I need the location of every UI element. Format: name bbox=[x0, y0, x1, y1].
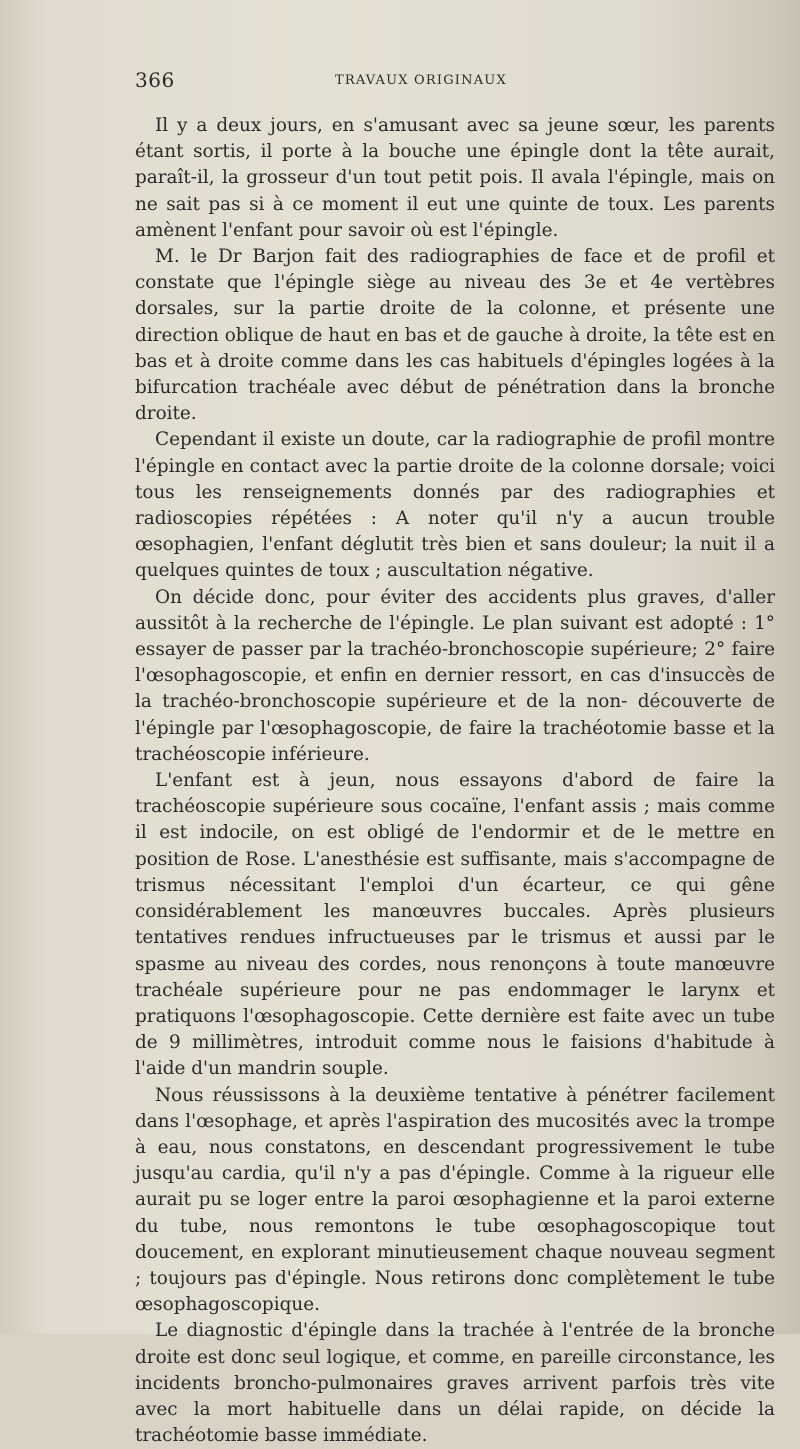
page-number: 366 bbox=[135, 68, 175, 92]
body-text bbox=[135, 113, 775, 1449]
paragraph: L'enfant est à jeun, nous essayons d'abord de faire la trachéoscopie supérieure sous cocaïne, l'enfant assis ; mais comme il est indocile, on est obligé de l'endormir et de le mettre en position de Rose. L'anesthésie est suffisante, mais s'accompagne de trismus nécessitant l'emploi d'un écarteur, ce qui gêne considérablement les manœuvres buccales. Après plusieurs tentatives rendues infructueuses par le trismus et aussi par le spasme au niveau des cordes, nous renonçons à toute manœuvre trachéale supérieure pour ne pas endommager le larynx et pratiquons l'œsophagoscopie. Cette dernière est faite avec un tube de 9 millimètres, introduit comme nous le faisions d'habitude à l'aide d'un mandrin souple. bbox=[135, 770, 775, 1080]
paragraph: Il y a deux jours, en s'amusant avec sa jeune sœur, les parents étant sortis, il porte à la bouche une épingle dont la tête aurait, paraît-il, la grosseur d'un tout petit pois. Il avala l'épingle, mais on ne sait pas si à ce moment il eut une quinte de toux. Les parents amènent l'enfant pour savoir où est l'épingle. bbox=[135, 115, 775, 241]
paragraph: On décide donc, pour éviter des accidents plus graves, d'aller aussitôt à la recherche de l'épingle. Le plan suivant est adopté : 1° essayer de passer par la trachéo-bronchoscopie supérieure; 2° faire l'œsophagoscopie, et enfin en dernier ressort, en cas d'insuccès de la trachéo-bronchoscopie supérieure et de la non- découverte de l'épingle par l'œsophagoscopie, de faire la trachéotomie basse et la trachéoscopie inférieure. bbox=[135, 586, 775, 765]
paragraph: Le diagnostic d'épingle dans la trachée à l'entrée de la bronche droite est donc seul logique, et comme, en pareille circonstance, les incidents broncho-pulmonaires graves arrivent parfois très vite avec la mort habituelle dans un délai rapide, on décide la trachéotomie basse immédiate. bbox=[135, 1320, 775, 1447]
page-header bbox=[135, 68, 775, 92]
paragraph: Cependant il existe un doute, car la radiographie de profil montre l'épingle en contact avec la partie droite de la colonne dorsale; voici tous les renseignements donnés par des radiographies et radioscopies répétées : A noter qu'il n'y a aucun trouble œsophagien, l'enfant déglutit très bien et sans douleur; la nuit il a quelques quintes de toux ; auscultation négative. bbox=[135, 429, 775, 582]
running-head: TRAVAUX ORIGINAUX bbox=[335, 73, 507, 88]
paragraph: Nous réussissons à la deuxième tentative à pénétrer facilement dans l'œsophage, et après l'aspiration des mucosités avec la trompe à eau, nous constatons, en descendant progressivement le tube jusqu'au cardia, qu'il n'y a pas d'épingle. Comme à la rigueur elle aurait pu se loger entre la paroi œsophagienne et la paroi externe du tube, nous remontons le tube œsophagoscopique tout doucement, en explorant minutieusement chaque nouveau segment ; toujours pas d'épingle. Nous retirons donc complètement le tube œsophagoscopique. bbox=[135, 1084, 775, 1316]
paragraph: M. le Dr Barjon fait des radiographies de face et de profil et constate que l'épingle siège au niveau des 3e et 4e vertèbres dorsales, sur la partie droite de la colonne, et présente une direction oblique de haut en bas et de gauche à droite, la tête est en bas et à droite comme dans les cas habituels d'épingles logées à la bifurcation trachéale avec début de pénétration dans la bronche droite. bbox=[135, 246, 775, 425]
